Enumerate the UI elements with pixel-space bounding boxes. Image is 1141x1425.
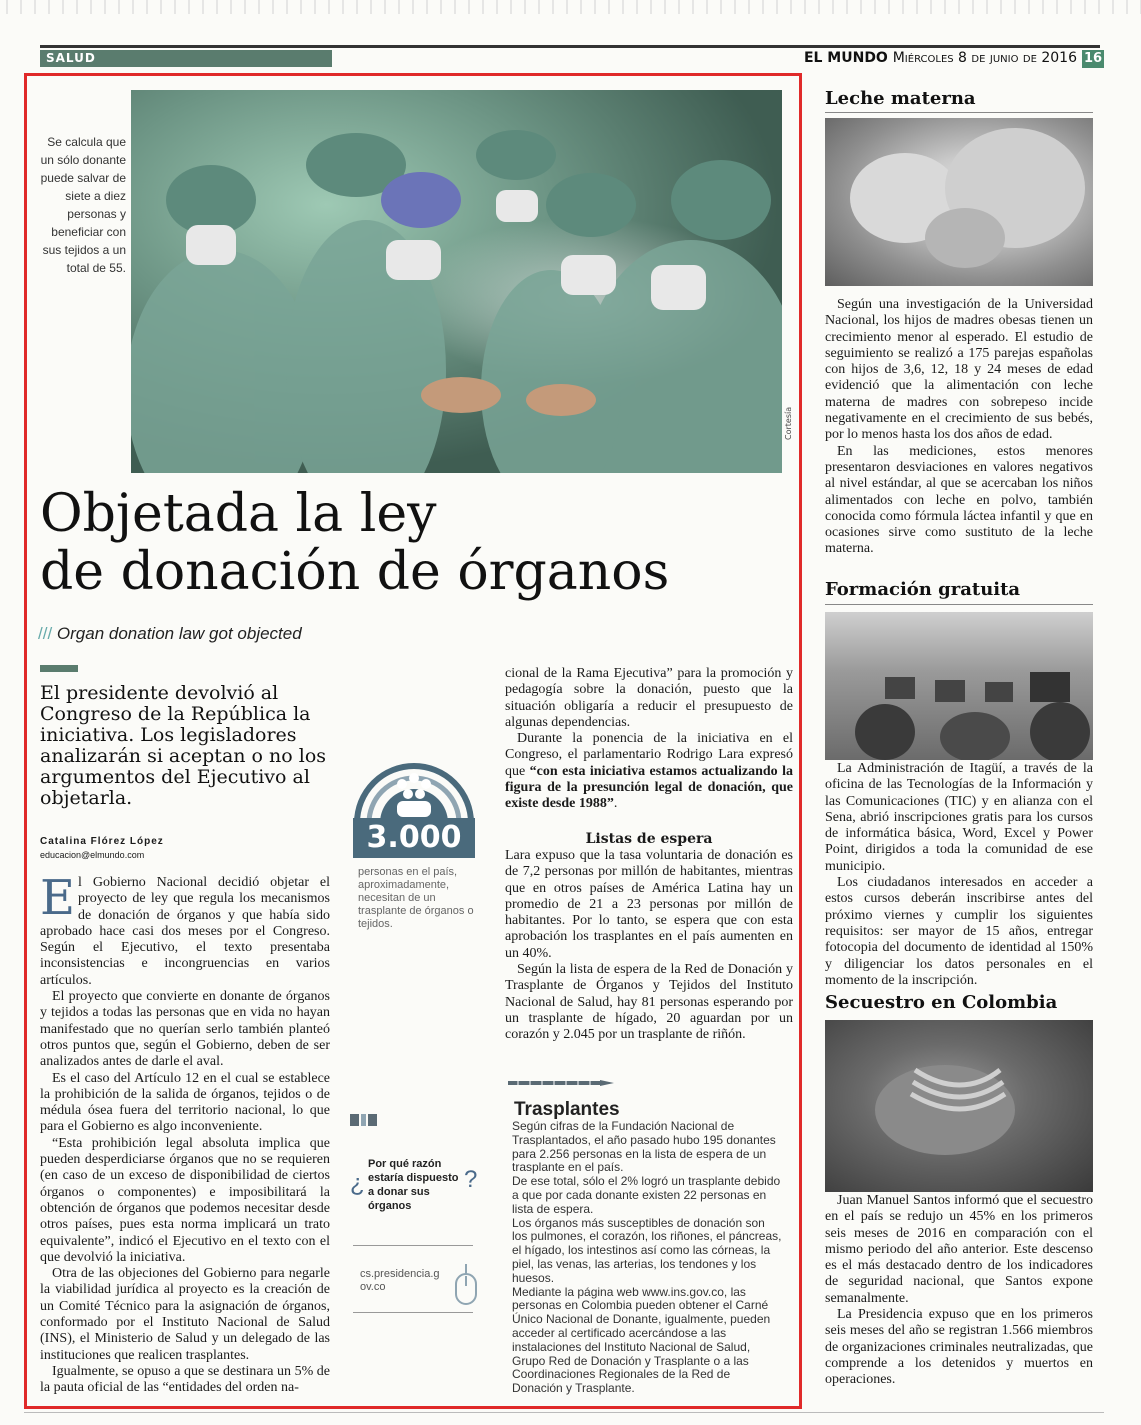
paragraph-2: El proyecto que convierte en donante de órganos y tejidos a todas las personas que en vida no hayan manifestado que no querían serlo también planteó otros puntos que, según el Gobierno, deben de ser analizados antes de darle el aval. [40, 989, 330, 1070]
bottom-rule [24, 1412, 1104, 1413]
paragraph-1: El Gobierno Nacional decidió objetar el proyecto de ley que regula los mecanismos de donación de órganos y que había sido aprobado hace casi dos meses por el Congreso. Según el Ejecutivo, el texto presentaba inconsistencias e incongruencias en varios artículos. [40, 870, 330, 988]
secuestro-title: Secuestro en Colombia [825, 992, 1058, 1013]
leche-rule [825, 112, 1093, 113]
formacion-p1: La Administración de Itagüí, a través de la oficina de las Tecnologías de la Información y las Comunicaciones (TIC) y en alianza con el Sena, abrió inscripciones gratis para los cursos de informática básica, Word, Excel y Power Point, dirigidos a toda la comunidad de ese municipio. [825, 761, 1093, 874]
surgeons-illustration [131, 90, 782, 473]
baby-illustration [825, 118, 1093, 286]
header-rule [40, 45, 1100, 48]
secuestro-p1: Juan Manuel Santos informó que el secuestro en el país se redujo un 45% en los primeros seis meses de 2016 en comparación con el mismo periodo del año anterior. Este descenso es el más destacado dentro de los indicadores de seguridad nacional, que Santos expone semanalmente. [825, 1193, 1093, 1306]
question-close-mark: ? [464, 1166, 478, 1193]
photo-caption: Se calcula que un sólo donante puede salvar de siete a diez personas y beneficiar con sus tejidos a un total de 55. [40, 135, 126, 275]
col2-paragraph-4: Según la lista de espera de la Red de Donación y Trasplante de Órganos y Tejidos del Instituto Nacional de Salud, hay 81 personas esperando por un trasplante de hígado, 20 aguardan por un corazón y 2.045 por un trasplante de riñón. [505, 962, 793, 1043]
classroom-illustration [825, 612, 1093, 760]
subtitle-text: Organ donation law got objected [56, 624, 302, 643]
sidebar-divider-bottom [353, 1312, 473, 1313]
article-column-2 [505, 666, 793, 1044]
trasplantes-body [512, 1120, 782, 1396]
formacion-p2: Los ciudadanos interesados en acceder a estos cursos deberán inscribirse antes del próximo viernes y cumplir los siguientes requisitos: ser mayor de 15 años, entregar fotocopia del documento de identidad al 150% y diligenciar los datos personales en el momento de la inscripción. [825, 875, 1093, 988]
sidebar-question: Por qué razón estaría dispuesto a donar sus órganos [368, 1158, 459, 1212]
headline-line-2: de donación de órganos [40, 542, 670, 602]
mouse-icon [454, 1264, 478, 1306]
paragraph-6: Igualmente, se opuso a que se destinara un 5% de la pauta oficial de las “entidades del orden na- [40, 1363, 330, 1396]
pull-quote: “con esta iniciativa estamos actualizando la figura de la presunción legal de donación, que existe desde 1988” [505, 763, 793, 812]
classroom-photo [825, 612, 1093, 760]
stat-description: personas en el país, aproximadamente, necesitan de un trasplante de órganos o tejidos. [358, 866, 474, 930]
photo-credit: Cortesía [784, 406, 793, 440]
secuestro-p2: La Presidencia expuso que en los primeros seis meses del año se registran 1.566 miembros de organizaciones criminales neutralizadas, que comprende a los detenidos y muertos en operaciones. [825, 1307, 1093, 1388]
trasplantes-title: Trasplantes [514, 1099, 620, 1120]
subhead-listas: Listas de espera [585, 830, 713, 847]
pencil-icon [508, 1079, 616, 1087]
newspaper-name: EL MUNDO [803, 50, 888, 66]
trasplantes-p1: Según cifras de la Fundación Nacional de Trasplantados, el año pasado hubo 195 donantes para 2.256 personas en la lista de espera de un trasplante en el país. [512, 1119, 776, 1175]
paragraph-4: “Esta prohibición legal absoluta implica que pueden desperdiciarse órganos que no se requieren (en caso de un exceso de disponibilidad de ciertos órganos o componentes) e imposibilitará la obtención de órganos que podemos necesitar desde otros países, pues esta norma implicará un trato equivalente”, indicó el Ejecutivo en el texto con el que devolvió la iniciativa. [40, 1135, 330, 1265]
leche-body [825, 297, 1093, 558]
trasplantes-p3: Los órganos más susceptibles de donación son los pulmones, el corazón, los riñones, el páncreas, el hígado, los intestinos así como las córneas, la piel, las venas, las arterias, los tendones y los huesos. [512, 1215, 782, 1285]
author-name: Catalina Flórez López [40, 836, 164, 847]
col2-paragraph-2: Durante la ponencia de la iniciativa en el Congreso, el parlamentario Rodrigo Lara expresó que “con esta iniciativa estamos actualizando la figura de la presunción legal de donación, que existe desde 1988”. [505, 731, 793, 812]
dek-accent-bar [40, 665, 78, 672]
leche-p1: Según una investigación de la Universidad Nacional, los hijos de madres obesas tienen un crecimiento menor al esperado. El estudio de seguimiento se realizó a 175 parejas españolas con hijos de 3,6, 12, 18 y 24 meses de edad evidenció que la alimentación con leche materna de madres con sobrepeso incide negativamente en el crecimiento de sus bebés, por lo menos hasta los dos años de edad. [825, 297, 1093, 443]
masthead [804, 50, 1077, 66]
surgery-photo [131, 90, 782, 473]
baby-photo [825, 118, 1093, 286]
bars-icon [350, 1114, 382, 1126]
article-headline [40, 485, 760, 601]
sidebar-web-link[interactable]: cs.presidencia.gov.co [360, 1268, 440, 1293]
leche-p2: En las mediciones, estos menores presentaron desviaciones en valores negativos al nivel estándar, al que se acercaban los niños alimentados con leche en polvo, también conocida como fórmula láctea infantil y que en ocasiones sirve como sustituto de la leche materna. [825, 443, 1093, 557]
subtitle-slashes: /// [38, 624, 53, 643]
tied-hands-photo [825, 1020, 1093, 1192]
section-tag: SALUD [40, 50, 332, 67]
hands-illustration [825, 1020, 1093, 1192]
headline-line-1: Objetada la ley [40, 484, 437, 544]
formacion-rule [825, 604, 1093, 605]
sidebar-divider [353, 1245, 473, 1246]
formacion-title: Formación gratuita [825, 579, 1021, 600]
col2-paragraph-1: cional de la Rama Ejecutiva” para la promoción y pedagogía sobre la donación, puesto que la situación obligaría a reducir el presupuesto de algunas dependencias. [505, 666, 793, 730]
page-number: 16 [1083, 51, 1103, 66]
top-margin-speckle [0, 0, 1141, 14]
leche-title: Leche materna [825, 88, 976, 109]
dropcap: E [40, 870, 76, 926]
trasplantes-p2: De ese total, sólo el 2% logró un trasplante debido a que por cada donante existen 22 personas en lista de espera. [512, 1174, 781, 1216]
article-subtitle [38, 624, 302, 644]
article-column-1 [40, 870, 330, 1397]
stat-value: 3.000 [353, 818, 475, 858]
col2-paragraph-3: Lara expuso que la tasa voluntaria de donación es de 7,2 personas por millón de habitantes, mientras que en otros países de América Latina hay un promedio de 21 a 23 personas por millón de habitantes. Por lo tanto, se espera que con esta aprobación los trasplantes en el país aumenten en un 40%. [505, 847, 793, 961]
author-email: educacion@elmundo.com [40, 850, 145, 860]
formacion-body [825, 761, 1093, 989]
question-open-mark: ¿ [350, 1170, 365, 1197]
secuestro-body [825, 1193, 1093, 1389]
paragraph-3: Es el caso del Artículo 12 en el cual se establece la prohibición de la salida de órganos, tejidos o de médula ósea fuera del territorio nacional, lo que para el Gobierno es algo inconveniente. [40, 1070, 330, 1135]
article-dek: El presidente devolvió al Congreso de la República la iniciativa. Los legisladores analizarán si aceptan o no los argumentos del Ejecutivo al objetarla. [40, 682, 327, 809]
trasplantes-p4: Mediante la página web www.ins.gov.co, las personas en Colombia pueden obtener el Carné Único Nacional de Donante, igualmente, pueden acceder al certificado acercándose a las instalaciones del Instituto Nacional de Salud, Grupo Red de Donación y Trasplante o a las Coordinaciones Regionales de la Red de Donación y Trasplante. [512, 1284, 771, 1396]
issue-date: Miércoles 8 de junio de 2016 [892, 50, 1077, 66]
paragraph-5: Otra de las objeciones del Gobierno para negarle la viabilidad jurídica al proyecto es la creación de un Comité Técnico para la asignación de órganos, conformado por el Instituto Nacional de Salud (INS), el Ministerio de Salud y un delegado de las instituciones que realicen trasplantes. [40, 1266, 330, 1363]
